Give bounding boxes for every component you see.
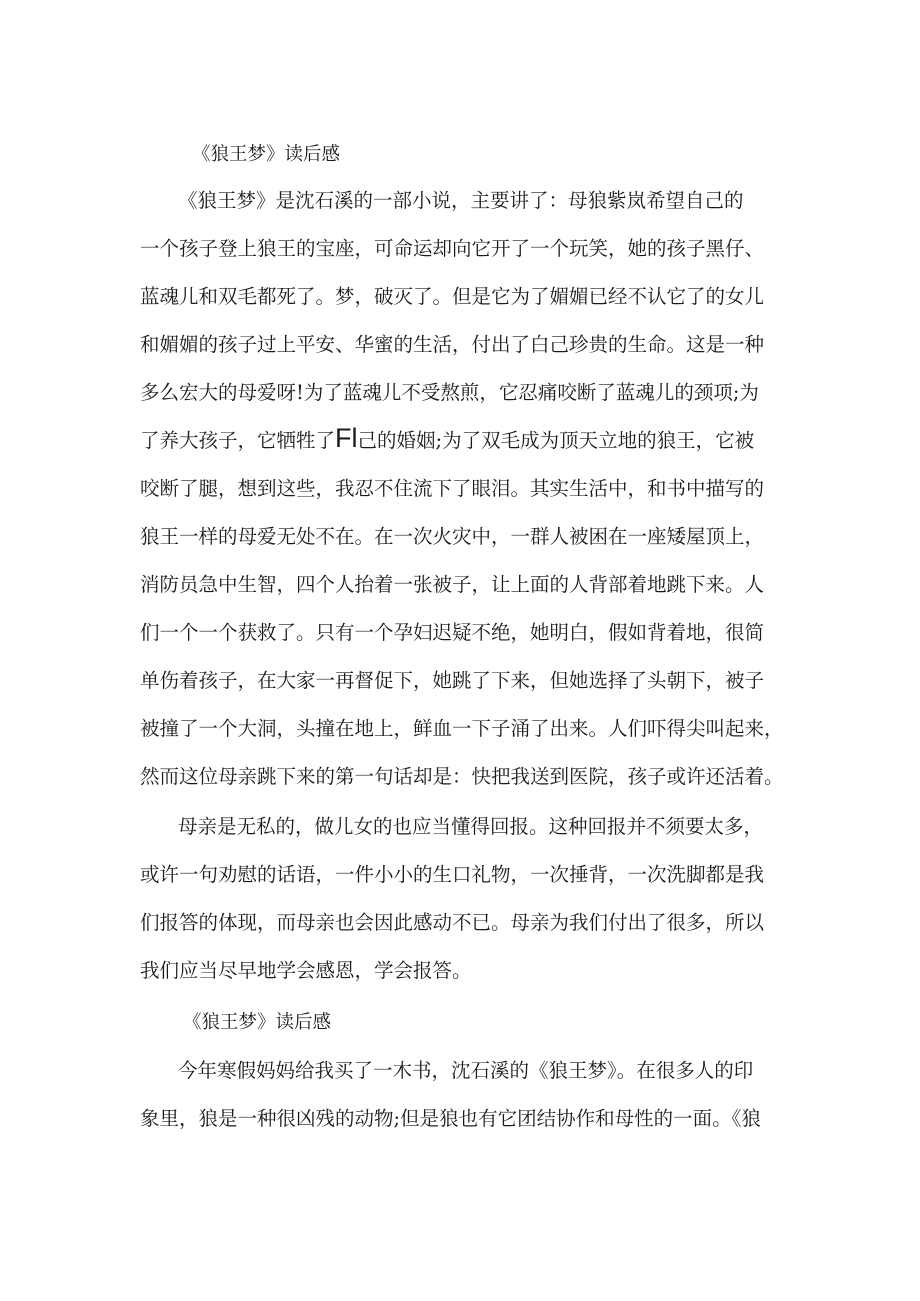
paragraph-2-line-1: 母亲是无私的，做儿女的也应当懂得回报。这种回报并不须要太多， bbox=[178, 815, 764, 838]
paragraph-3-line-2: 象里，狼是一种很凶残的动物;但是狼也有它团结协作和母性的一面。《狼 bbox=[140, 1107, 761, 1130]
paragraph-1-line-7: 咬断了腿，想到这些，我忍不住流下了眼泪。其实生活中，和书中描写的 bbox=[140, 477, 765, 500]
paragraph-1-line-8: 狼王一样的母爱无处不在。在一次火灾中，一群人被困在一座矮屋顶上， bbox=[140, 525, 765, 548]
paragraph-1-line-11: 单伤着孩子，在大家一再督促下，她跳了下来，但她选择了头朝下，被子 bbox=[140, 669, 765, 692]
ocr-artifact-glyph: Fl bbox=[335, 423, 358, 453]
paragraph-1-line-5: 多么宏大的母爱呀!为了蓝魂儿不受熬煎，它忍痛咬断了蓝魂儿的颈项;为 bbox=[140, 381, 759, 404]
paragraph-1-line-13: 然而这位母亲跳下来的第一句话却是：快把我送到医院，孩子或许还活着。 bbox=[140, 765, 784, 788]
paragraph-1-line-10: 们一个一个获救了。只有一个孕妇迟疑不绝，她明白，假如背着地，很简 bbox=[140, 621, 765, 644]
paragraph-1-line-1: 《狼王梦》是沈石溪的一部小说，主要讲了：母狼紫岚希望自己的 bbox=[178, 189, 744, 212]
line-6-part-a: 了养大孩子，它牺牲了 bbox=[140, 429, 336, 452]
essay-title-second: 《狼王梦》读后感 bbox=[183, 1012, 332, 1033]
paragraph-1-line-3: 蓝魂儿和双毛都死了。梦，破灭了。但是它为了媚媚已经不认它了的女儿 bbox=[140, 285, 765, 308]
paragraph-1-line-6 bbox=[140, 423, 755, 455]
paragraph-3-line-1: 今年寒假妈妈给我买了一木书，沈石溪的《狼王梦》。在很多人的印 bbox=[178, 1059, 754, 1082]
paragraph-2-line-2: 或许一句劝慰的话语，一件小小的生口礼物，一次捶背，一次洗脚都是我 bbox=[140, 863, 765, 886]
paragraph-1-line-12: 被撞了一个大洞，头撞在地上，鲜血一下子涌了出来。人们吓得尖叫起来， bbox=[140, 717, 784, 740]
line-6-part-c: 己的婚姻;为了双毛成为顶天立地的狼王，它被 bbox=[357, 429, 755, 452]
paragraph-1-line-2: 一个孩子登上狼王的宝座，可命运却向它开了一个玩笑，她的孩子黑仔、 bbox=[140, 237, 765, 260]
paragraph-2-line-3: 们报答的体现，而母亲也会因此感动不已。母亲为我们付出了很多，所以 bbox=[140, 911, 765, 934]
paragraph-2-line-4: 我们应当尽早地学会感恩，学会报答。 bbox=[140, 959, 472, 982]
essay-title: 《狼王梦》读后感 bbox=[192, 144, 341, 165]
paragraph-1-line-9: 消防员急中生智，四个人抬着一张被子，让上面的人背部着地跳下来。人 bbox=[140, 573, 765, 596]
paragraph-1-line-4: 和媚媚的孩子过上平安、华蜜的生活，付出了白己珍贵的生命。这是一种 bbox=[140, 333, 765, 356]
